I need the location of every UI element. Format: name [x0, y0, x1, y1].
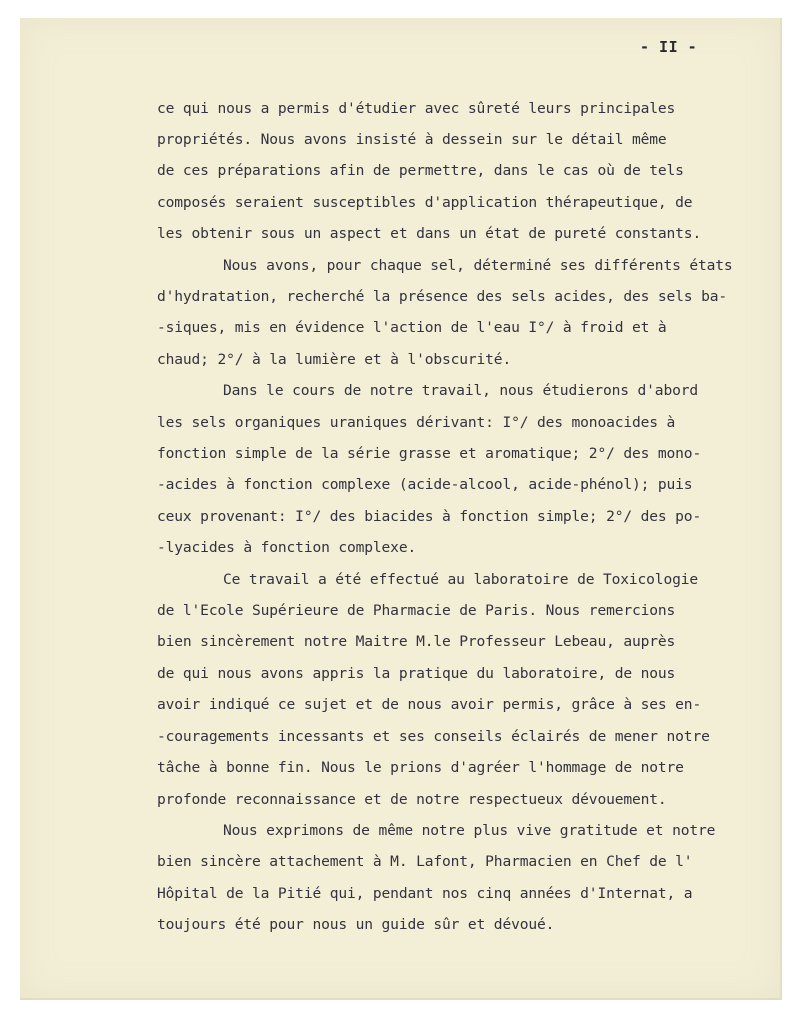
text-line: Hôpital de la Pitié qui, pendant nos cinq années d'Internat, a [157, 885, 693, 902]
text-line: tâche à bonne fin. Nous le prions d'agréer l'hommage de notre [157, 759, 684, 776]
text-line: les obtenir sous un aspect et dans un état de pureté constants. [157, 225, 702, 242]
text-line: propriétés. Nous avons insisté à dessein sur le détail même [157, 131, 667, 148]
text-line: bien sincèrement notre Maitre M.le Professeur Lebeau, auprès [157, 633, 676, 650]
paragraph-start-line: Ce travail a été effectué au laboratoire de Toxicologie [223, 571, 698, 588]
text-line: les sels organiques uraniques dérivant: I°/ des monoacides à [157, 414, 676, 431]
text-line: profonde reconnaissance et de notre respectueux dévouement. [157, 791, 667, 808]
text-line: de ces préparations afin de permettre, dans le cas où de tels [157, 162, 684, 179]
text-line: d'hydratation, recherché la présence des sels acides, des sels ba- [157, 288, 727, 305]
text-line: fonction simple de la série grasse et aromatique; 2°/ des mono- [157, 445, 702, 462]
text-line: avoir indiqué ce sujet et de nous avoir permis, grâce à ses en- [157, 696, 702, 713]
text-line: chaud; 2°/ à la lumière et à l'obscurité. [157, 351, 512, 368]
text-line: de qui nous avons appris la pratique du laboratoire, de nous [157, 665, 676, 682]
text-line: -couragements incessants et ses conseils éclairés de mener notre [157, 728, 710, 745]
text-line: -lyacides à fonction complexe. [157, 539, 417, 556]
text-line: de l'Ecole Supérieure de Pharmacie de Paris. Nous remercions [157, 602, 676, 619]
text-line: ce qui nous a permis d'étudier avec sûreté leurs principales [157, 100, 676, 117]
page-number: - II - [640, 38, 698, 56]
text-line: -acides à fonction complexe (acide-alcool, acide-phénol); puis [157, 476, 693, 493]
text-line: toujours été pour nous un guide sûr et dévoué. [157, 916, 555, 933]
paragraph-start-line: Dans le cours de notre travail, nous étudierons d'abord [223, 382, 698, 399]
text-line: bien sincère attachement à M. Lafont, Pharmacien en Chef de l' [157, 853, 693, 870]
text-line: composés seraient susceptibles d'application thérapeutique, de [157, 194, 693, 211]
paragraph-start-line: Nous avons, pour chaque sel, déterminé ses différents états [223, 257, 733, 274]
text-line: ceux provenant: I°/ des biacides à fonction simple; 2°/ des po- [157, 508, 702, 525]
text-line: -siques, mis en évidence l'action de l'eau I°/ à froid et à [157, 319, 667, 336]
paragraph-start-line: Nous exprimons de même notre plus vive gratitude et notre [223, 822, 716, 839]
